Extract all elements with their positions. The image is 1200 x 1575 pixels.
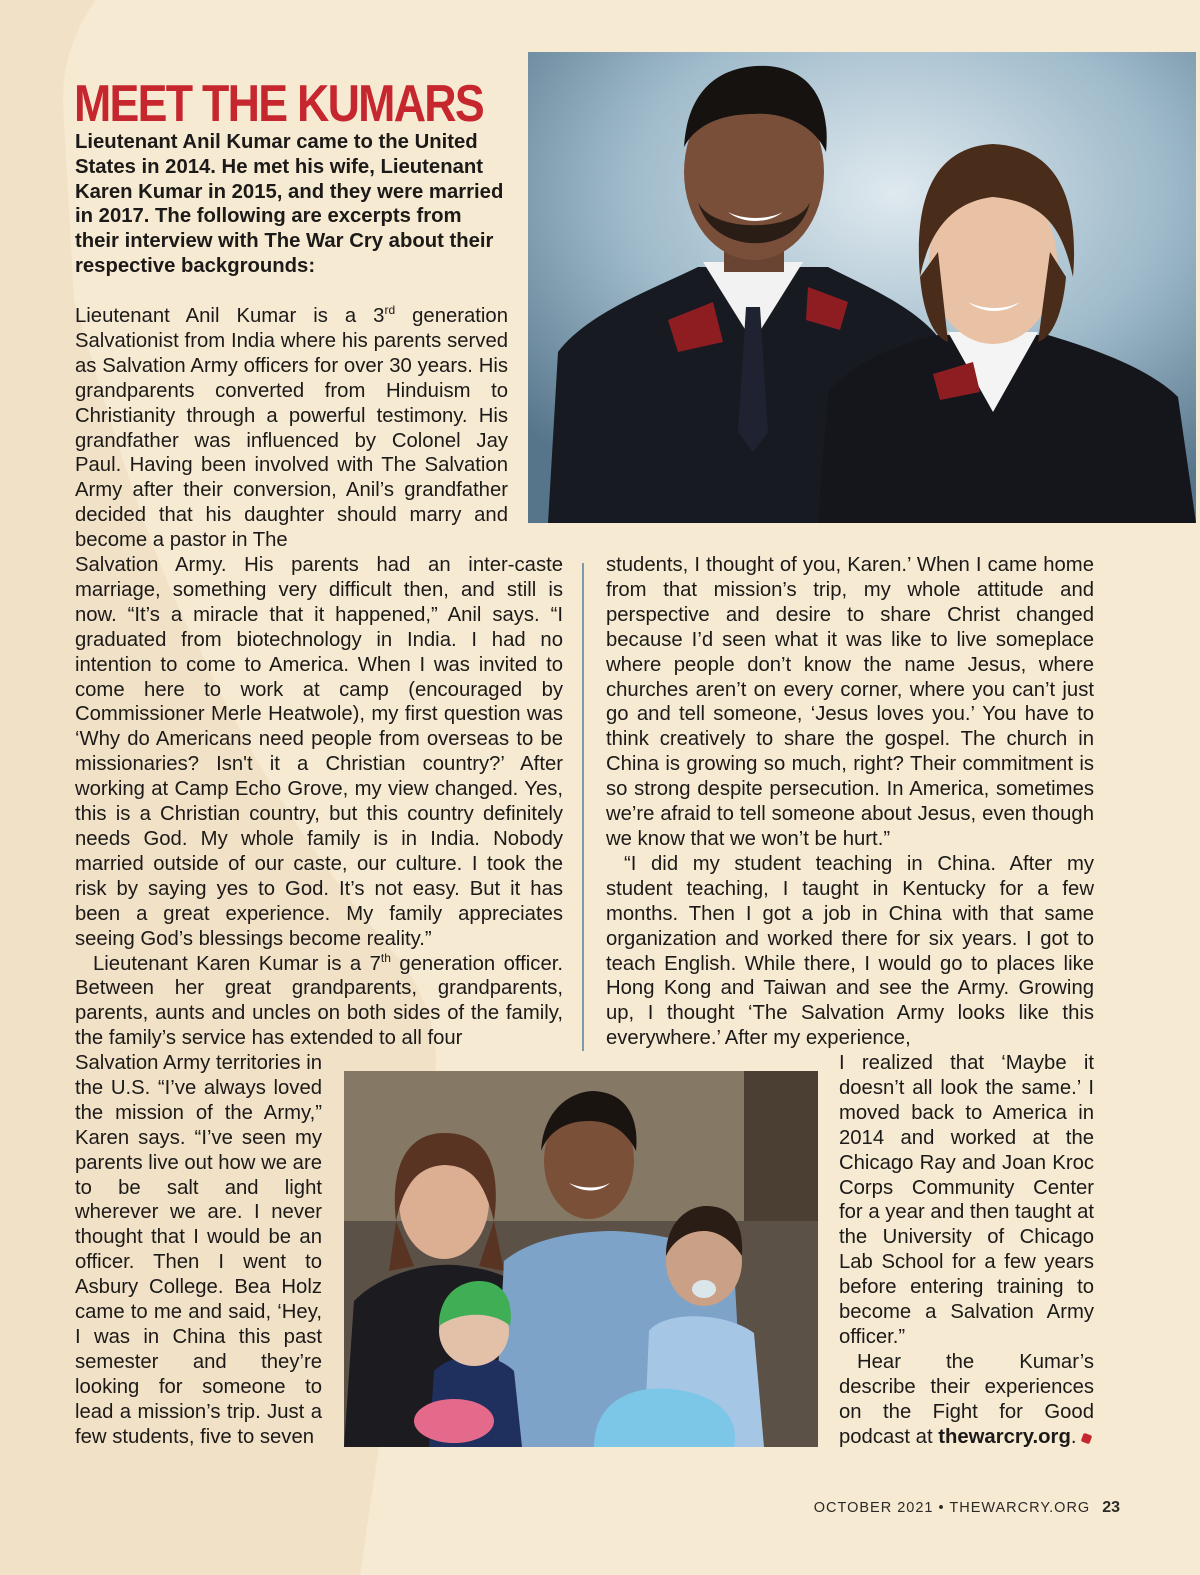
paragraph-text: Lieutenant Karen Kumar is a 7	[93, 952, 381, 975]
paragraph-text: Salvation Army. His parents had an inter-caste marriage, something very difficult then, and still is now. “It’s a miracle that it happened,” Anil says. “I graduated from biotechnology in India. I had no intention to come to America. When I was invited to come here to work at camp (encouraged by Commissioner Merle Heatwole), my first question was ‘Why do Americans need people from overseas to be missionaries? Isn't it a Christian country?’ After working at Camp Echo Grove, my view changed. Yes, this is a Christian country, but this country definitely needs God. My whole family is in India. Nobody married outside of our caste, our culture. I took the risk by saying yes to God. It’s not easy. But it has been a great experience. My family appreciates seeing God’s blessings become reality.”	[75, 554, 563, 950]
paragraph-text: generation officer. Between her great grandparents, grandparents, parents, aunts and uncles on both sides of the family, the family’s service has extended to all four	[75, 952, 563, 1050]
family-photo	[344, 1071, 818, 1447]
column-divider	[582, 563, 584, 1051]
body-column-top-left	[75, 304, 508, 553]
website-link[interactable]: thewarcry.org	[938, 1425, 1071, 1448]
body-column-bottom-left	[75, 1051, 322, 1450]
paragraph-text: I realized that ‘Maybe it doesn’t all look the same.’ I moved back to America in 2014 and worked at the Chicago Ray and Joan Kroc Corps Community Center for a year and then taught at the University of Chicago Lab School for a few years before entering training to become a Salvation Army officer.”	[839, 1052, 1094, 1348]
body-column-left	[75, 553, 563, 1051]
paragraph-text: “I did my student teaching in China. After my student teaching, I taught in Kentucky for a few months. Then I got a job in China with that same organization and worked there for six years. I got to teach English. While there, I would go to places like Hong Kong and Taiwan and see the Army. Growing up, I thought ‘The Salvation Army looks like this everywhere.’ After my experience,	[606, 852, 1094, 1050]
ordinal-suffix: th	[380, 950, 391, 965]
body-column-bottom-right	[839, 1051, 1094, 1450]
paragraph-text: .	[1070, 1425, 1077, 1448]
body-column-right	[606, 553, 1094, 1051]
paragraph-text: generation Salvationist from India where his parents served as Salvation Army officers for over 30 years. His grandparents converted from Hinduism to Christianity through a powerful testimony. His grandfather was influenced by Colonel Jay Paul. Having been involved with The Salvation Army after their conversion, Anil’s grandfather decided that his daughter should marry and become a pastor in The	[75, 305, 508, 552]
paragraph-text: students, I thought of you, Karen.’ When I came home from that mission’s trip, my whole attitude and perspective and desire to share Christ changed because I’d seen what it was like to live someplace where people don’t know the name Jesus, where churches aren’t on every corner, where you can’t just go and tell someone, ‘Jesus loves you.’ You have to think creatively to share the gospel. The church in China is growing so much, right? Their commitment is so strong despite persecution. In America, sometimes we’re afraid to tell someone about Jesus, even though we know that we won’t be hurt.”	[606, 554, 1094, 850]
ordinal-suffix: rd	[384, 303, 396, 318]
paragraph-text: Salvation Army territories in the U.S. “I’ve always loved the mission of the Army,” Karen says. “I’ve seen my parents live out how we are to be salt and light wherever we are. I never thought that I would be an officer. Then I went to Asbury College. Bea Holz came to me and said, ‘Hey, I was in China this past semester and they’re looking for someone to lead a mission’s trip. Just a few students, five to seven	[75, 1052, 322, 1448]
paragraph-text: Lieutenant Anil Kumar is a 3	[75, 305, 385, 327]
article-title: MEET THE KUMARS	[74, 75, 483, 133]
page-footer	[814, 1499, 1120, 1517]
page-number: 23	[1102, 1499, 1120, 1516]
footer-issue: OCTOBER 2021 • THEWARCRY.ORG	[813, 1500, 1091, 1516]
article-intro: Lieutenant Anil Kumar came to the United States in 2014. He met his wife, Lieutenant Karen Kumar in 2015, and they were married in 2017. The following are excerpts from their interview with The War Cry about their respective backgrounds:	[75, 131, 504, 277]
couple-portrait-photo	[528, 52, 1196, 523]
end-mark-icon	[1081, 1432, 1093, 1444]
paragraph-text: Hear the Kumar’s describe their experiences on the Fight for Good podcast at	[839, 1350, 1094, 1448]
